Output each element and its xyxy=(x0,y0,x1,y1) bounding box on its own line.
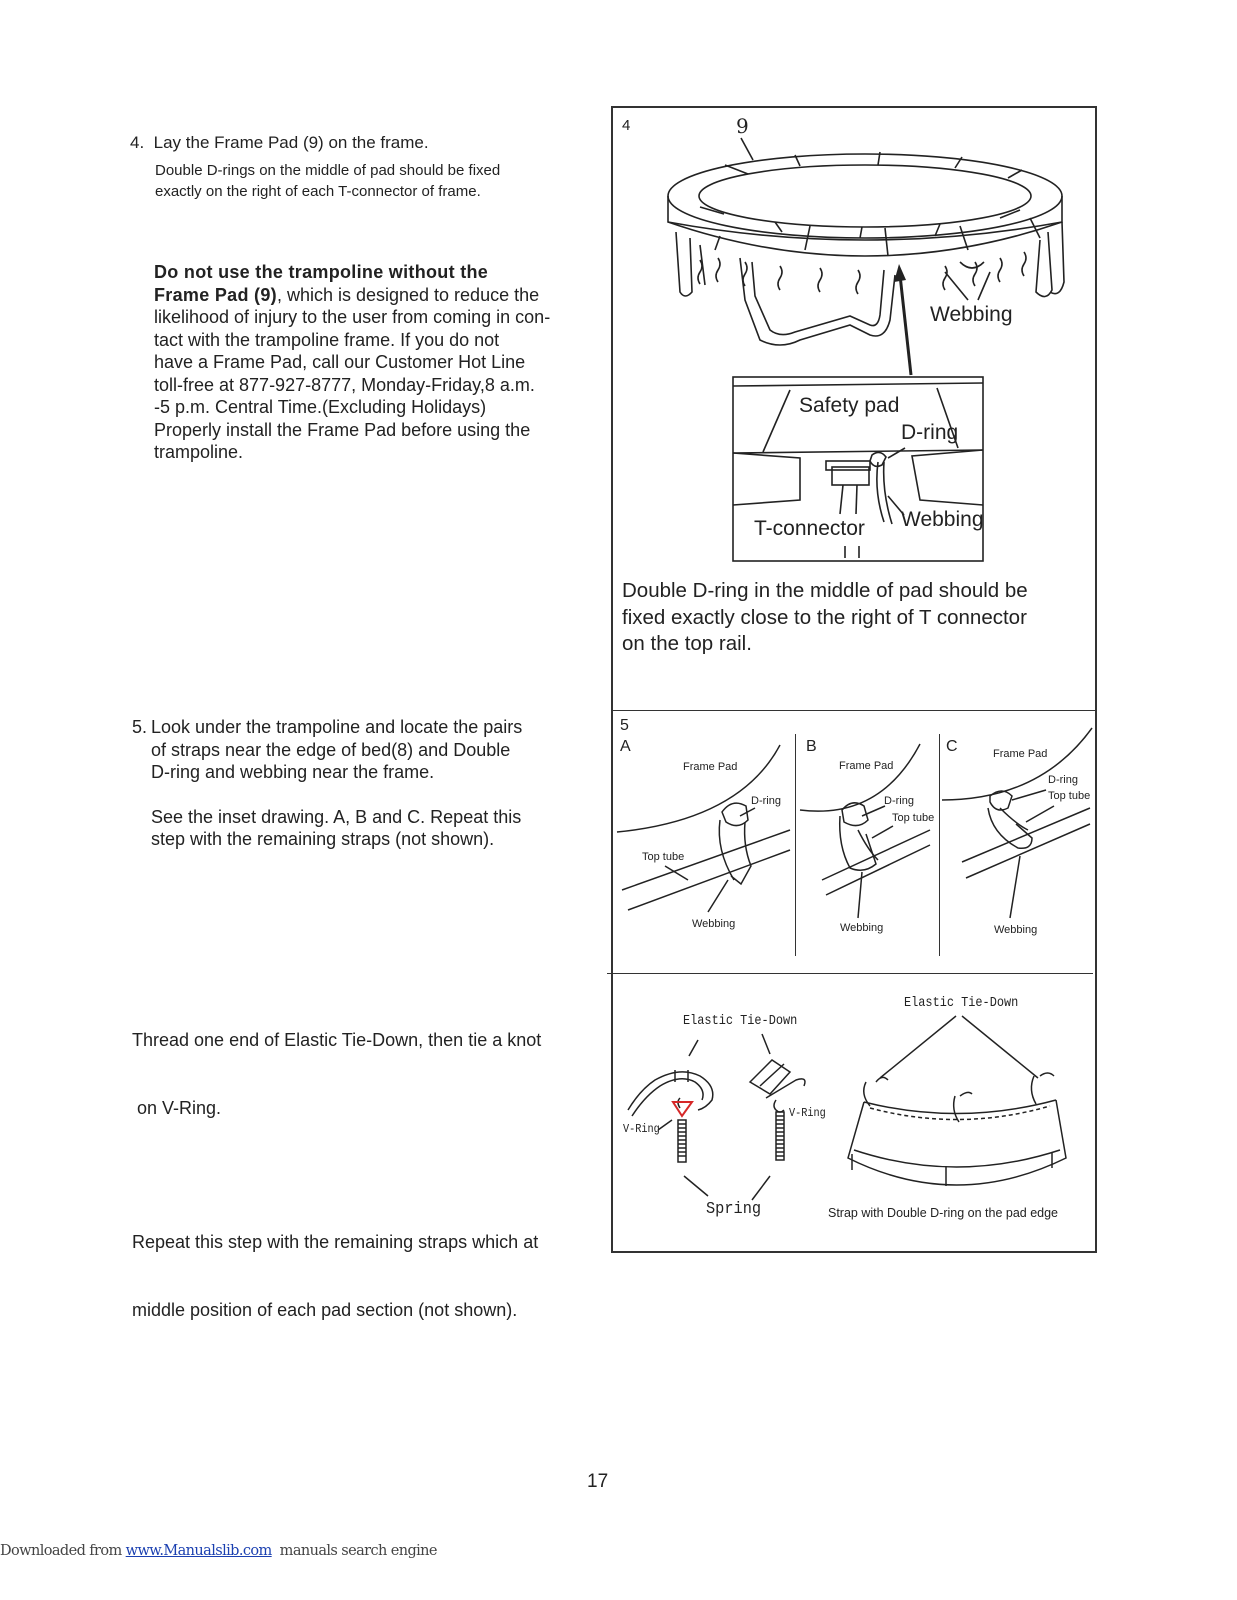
step5-number: 5. xyxy=(132,717,148,737)
d-ring-label: D-ring xyxy=(884,795,914,807)
step-heading-text: Lay the Frame Pad (9) on the frame. xyxy=(153,133,429,152)
caption-line: on the top rail. xyxy=(622,632,752,655)
d-ring-label: D-ring xyxy=(901,421,959,444)
panel-letter-b: B xyxy=(806,738,817,755)
elastic-tie-down-label: Elastic Tie-Down xyxy=(683,1013,798,1029)
download-footer xyxy=(0,1543,437,1559)
strap-caption: Strap with Double D-ring on the pad edge xyxy=(828,1206,1059,1220)
tie-down-repeat-line: Repeat this step with the remaining straps which at xyxy=(132,1232,539,1252)
warning-line: have a Frame Pad, call our Customer Hot Line xyxy=(154,352,526,372)
frame-pad-label: Frame Pad xyxy=(993,748,1048,760)
safety-pad-label: Safety pad xyxy=(799,394,900,417)
manualslib-link[interactable]: www.Manualslib.com xyxy=(125,1543,272,1559)
detail-line: Double D-rings on the middle of pad should be fixed xyxy=(155,162,501,179)
step5-inset-line: See the inset drawing. A, B and C. Repeat this xyxy=(151,806,522,827)
v-ring-label: V-Ring xyxy=(789,1106,826,1120)
warning-line: -5 p.m. Central Time.(Excluding Holidays) xyxy=(154,397,487,417)
top-tube-label: Top tube xyxy=(1048,790,1091,802)
figure-step-number: 5 xyxy=(620,717,629,734)
tie-down-line: Thread one end of Elastic Tie-Down, then tie a knot xyxy=(132,1030,542,1050)
warning-bold-part: Frame Pad (9) xyxy=(154,284,277,305)
warning-line: Properly install the Frame Pad before using the xyxy=(154,419,531,440)
detail-line: exactly on the right of each T-connector of frame. xyxy=(155,183,481,200)
footer-tagline: manuals search engine xyxy=(271,1543,437,1559)
top-tube-label: Top tube xyxy=(892,812,935,824)
top-tube-label: Top tube xyxy=(642,851,685,863)
d-ring-label: D-ring xyxy=(1048,774,1078,786)
warning-line: toll-free at 877-927-8777, Monday-Friday,8 a.m. xyxy=(154,374,535,395)
step-number: 4. xyxy=(130,133,145,152)
webbing-inset-label: Webbing xyxy=(901,508,984,531)
v-ring-red-icon xyxy=(673,1102,692,1116)
webbing-label: Webbing xyxy=(840,922,884,934)
tie-down-repeat-line: middle position of each pad section (not shown). xyxy=(132,1299,518,1320)
warning-line: tact with the trampoline frame. If you do not xyxy=(154,329,500,350)
elastic-tie-down-label: Elastic Tie-Down xyxy=(904,995,1019,1011)
v-ring-label: V-Ring xyxy=(623,1122,660,1136)
webbing-label: Webbing xyxy=(994,924,1038,936)
page-number: 17 xyxy=(587,1471,609,1492)
webbing-label: Webbing xyxy=(930,303,1013,326)
footer-prefix: Downloaded from xyxy=(0,1543,126,1559)
spring-label: Spring xyxy=(706,1200,762,1219)
warning-bold-line: Do not use the trampoline without the xyxy=(154,262,489,282)
step5-line: Look under the trampoline and locate the pairs xyxy=(151,717,523,737)
d-ring-label: D-ring xyxy=(751,795,781,807)
warning-line: trampoline. xyxy=(154,442,244,462)
frame-pad-label: Frame Pad xyxy=(683,761,738,773)
panel-letter-c: C xyxy=(946,738,958,755)
warning-text: , which is designed to reduce the xyxy=(276,284,540,305)
tie-down-line: on V-Ring. xyxy=(132,1097,222,1118)
caption-line: fixed exactly close to the right of T connector xyxy=(622,605,1027,629)
warning-line: likelihood of injury to the user from coming in con- xyxy=(154,307,551,327)
t-connector-label: T-connector xyxy=(754,517,865,540)
webbing-label: Webbing xyxy=(692,918,736,930)
step5-line: of straps near the edge of bed(8) and Double xyxy=(151,739,511,760)
frame-pad-label: Frame Pad xyxy=(839,760,894,772)
step5-inset-line: step with the remaining straps (not shown). xyxy=(151,829,495,849)
figure-step-number: 4 xyxy=(622,117,631,134)
panel-letter-a: A xyxy=(620,738,631,755)
part-number-label: 9 xyxy=(736,114,749,138)
step5-line: D-ring and webbing near the frame. xyxy=(151,762,435,782)
caption-line: Double D-ring in the middle of pad should be xyxy=(622,579,1028,602)
